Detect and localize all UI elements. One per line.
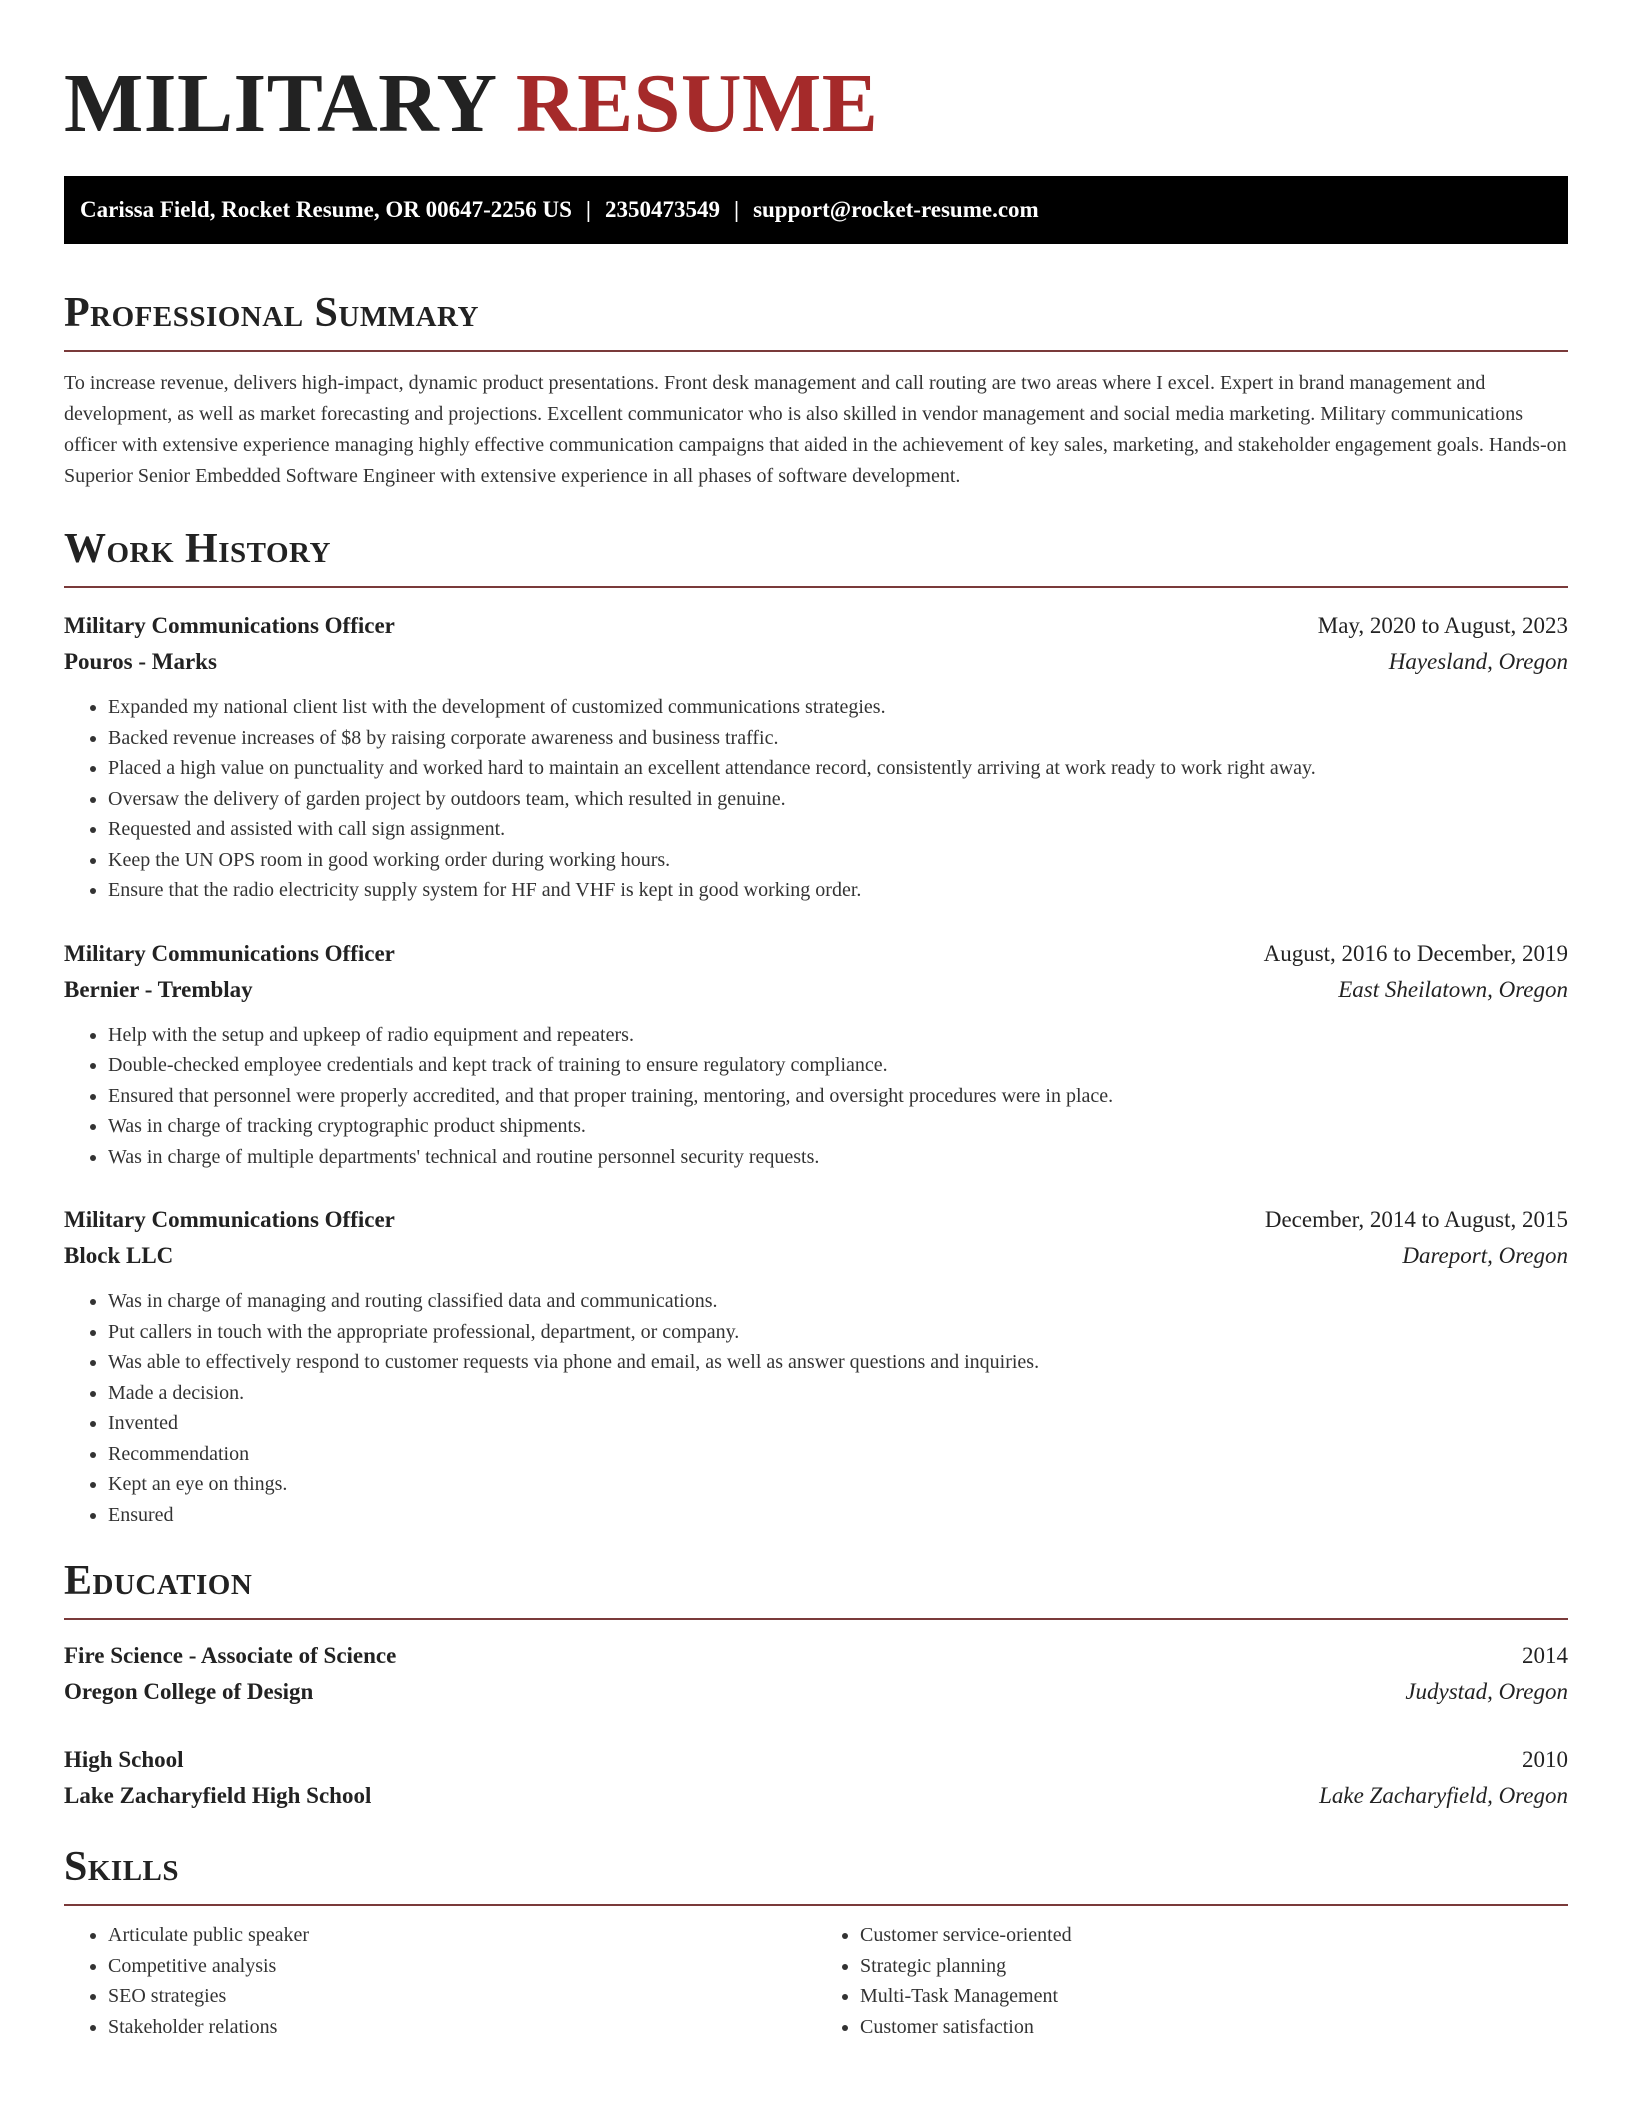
skills-heading: Skills [64, 1844, 180, 1890]
job-bullet-list [64, 1020, 1568, 1173]
summary-text: To increase revenue, delivers high-impact, dynamic product presentations. Front desk management and call routing are two areas where I excel. Expert in brand management and development, as well as market forecasting and projections. Excellent communicator who is also skilled in vendor management and social media marketing. Military communications officer with extensive experience managing highly effective communication campaigns that aided in the achievement of key sales, marketing, and stakeholder engagement goals. Hands-on Superior Senior Embedded Software Engineer with extensive experience in all phases of software development. [64, 372, 1567, 487]
skill-item: • Articulate public speaker [108, 1920, 816, 1951]
resume-title [64, 0, 1568, 150]
education-location: Lake Zacharyfield, Oregon [1319, 1783, 1568, 1808]
job-bullet: • Keep the UN OPS room in good working order during working hours. [108, 845, 1568, 876]
work-history-section [64, 524, 1568, 1530]
job-bullet: • Made a decision. [108, 1378, 1568, 1409]
section-divider [64, 1904, 1568, 1906]
education-degree-row [64, 1638, 1568, 1674]
job-bullet-list [64, 692, 1568, 906]
section-divider [64, 586, 1568, 588]
job-bullet: • Expanded my national client list with the development of customized communications strategies. [108, 692, 1568, 723]
skills-list-left [64, 1920, 816, 2042]
job-bullet: • Placed a high value on punctuality and worked hard to maintain an excellent attendance record, consistently arriving at work ready to work right away. [108, 753, 1568, 784]
education-location: Judystad, Oregon [1405, 1679, 1568, 1704]
contact-address: Carissa Field, Rocket Resume, OR 00647-2256 US [80, 197, 572, 222]
job-bullet: • Backed revenue increases of $8 by raising corporate awareness and business traffic. [108, 723, 1568, 754]
job-company-row [64, 972, 1568, 1008]
job-bullet: • Ensured that personnel were properly accredited, and that proper training, mentoring, and oversight procedures were in place. [108, 1081, 1568, 1112]
job-entry [64, 936, 1568, 1173]
job-location: East Sheilatown, Oregon [1338, 976, 1568, 1002]
job-company: Pouros - Marks [64, 649, 217, 674]
job-location: Hayesland, Oregon [1388, 649, 1568, 674]
job-bullet: • Kept an eye on things. [108, 1469, 1568, 1500]
job-title: Military Communications Officer [64, 1207, 395, 1232]
job-bullet-list [64, 1286, 1568, 1530]
job-dates: August, 2016 to December, 2019 [1263, 940, 1568, 966]
education-school-row [64, 1674, 1568, 1710]
job-bullet: • Ensured [108, 1500, 1568, 1531]
skill-item: • Competitive analysis [108, 1951, 816, 1982]
skill-item: • Strategic planning [860, 1951, 1568, 1982]
job-dates: December, 2014 to August, 2015 [1264, 1207, 1568, 1232]
work-history-heading: Work History [64, 526, 331, 572]
skill-item: • SEO strategies [108, 1981, 816, 2012]
education-section [64, 1556, 1568, 1814]
job-entry [64, 608, 1568, 906]
education-entry [64, 1638, 1568, 1710]
skill-item: • Customer satisfaction [860, 2012, 1568, 2043]
job-bullet: • Was in charge of tracking cryptographic product shipments. [108, 1111, 1568, 1142]
contact-phone: 2350473549 [604, 197, 720, 222]
job-bullet: • Oversaw the delivery of garden project by outdoors team, which resulted in genuine. [108, 784, 1568, 815]
education-degree-row [64, 1742, 1568, 1778]
job-bullet: • Was in charge of multiple departments' technical and routine personnel security requests. [108, 1142, 1568, 1173]
job-company: Block LLC [64, 1243, 174, 1268]
skill-item: • Stakeholder relations [108, 2012, 816, 2043]
education-school: Oregon College of Design [64, 1679, 314, 1704]
skills-section [64, 1842, 1568, 2042]
job-company-row [64, 1238, 1568, 1274]
education-year: 2014 [1522, 1643, 1568, 1668]
education-school: Lake Zacharyfield High School [64, 1783, 372, 1808]
section-divider [64, 350, 1568, 352]
education-degree: Fire Science - Associate of Science [64, 1643, 397, 1668]
job-title-row [64, 936, 1568, 972]
job-title-row [64, 1202, 1568, 1238]
contact-email[interactable]: support@rocket-resume.com [753, 197, 1039, 222]
job-company: Bernier - Tremblay [64, 976, 253, 1002]
job-dates: May, 2020 to August, 2023 [1317, 613, 1568, 638]
summary-heading: Professional Summary [64, 290, 479, 336]
skill-item: • Customer service-oriented [860, 1920, 1568, 1951]
job-bullet: • Was in charge of managing and routing classified data and communications. [108, 1286, 1568, 1317]
education-school-row [64, 1778, 1568, 1814]
job-bullet: • Help with the setup and upkeep of radio equipment and repeaters. [108, 1020, 1568, 1051]
summary-section [64, 288, 1568, 492]
skills-list-right [816, 1920, 1568, 2042]
job-bullet: • Recommendation [108, 1439, 1568, 1470]
section-divider [64, 1618, 1568, 1620]
education-heading: Education [64, 1558, 253, 1604]
title-main: MILITARY [64, 57, 495, 150]
contact-separator: | [733, 197, 740, 222]
job-bullet: • Invented [108, 1408, 1568, 1439]
skill-item: • Multi-Task Management [860, 1981, 1568, 2012]
job-location: Dareport, Oregon [1402, 1243, 1568, 1268]
job-title: Military Communications Officer [64, 940, 395, 966]
education-degree: High School [64, 1747, 184, 1772]
job-entry [64, 1202, 1568, 1530]
education-entry [64, 1742, 1568, 1814]
contact-bar [64, 176, 1568, 244]
job-bullet: • Put callers in touch with the appropriate professional, department, or company. [108, 1317, 1568, 1348]
job-title-row [64, 608, 1568, 644]
skills-grid [64, 1920, 1568, 2042]
job-bullet: • Requested and assisted with call sign assignment. [108, 814, 1568, 845]
job-title: Military Communications Officer [64, 613, 395, 638]
education-year: 2010 [1522, 1747, 1568, 1772]
contact-separator: | [585, 197, 591, 222]
job-bullet: • Double-checked employee credentials and kept track of training to ensure regulatory compliance. [108, 1050, 1568, 1081]
job-bullet: • Was able to effectively respond to customer requests via phone and email, as well as answer questions and inquiries. [108, 1347, 1568, 1378]
job-company-row [64, 644, 1568, 680]
job-bullet: • Ensure that the radio electricity supply system for HF and VHF is kept in good working order. [108, 875, 1568, 906]
title-accent: RESUME [515, 57, 879, 150]
